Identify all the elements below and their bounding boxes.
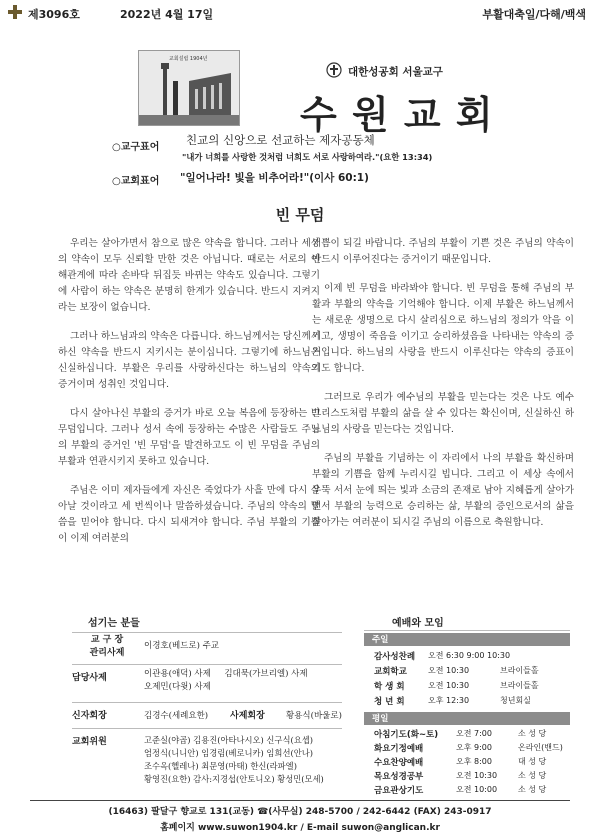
schedule-place: 온라인(밴드)	[518, 743, 563, 752]
divider	[72, 632, 342, 633]
worship-title: 예배와 모임	[392, 618, 444, 629]
footer-divider	[30, 800, 570, 801]
sunday-label: 주일	[372, 635, 389, 645]
servants-title: 섬기는 분들	[88, 618, 140, 629]
schedule-time: 오전 7:00	[456, 729, 492, 738]
footer-contact: 홈페이지 www.suwon1904.kr / E-mail suwon@anglican.kr	[160, 823, 440, 833]
schedule-place: 소 성 당	[518, 729, 547, 738]
issue-number: 제3096호	[28, 8, 80, 21]
servant-label: 신자회장	[72, 711, 107, 721]
schedule-row	[368, 728, 570, 741]
diocese-name: 대한성공회 서울교구	[348, 66, 443, 78]
article-paragraph: 이제 빈 무덤을 바라봐야 합니다. 빈 무덤을 통해 주님의 부활과 부활의 약속을 기억해야 합니다. 이제 부활은 하느님께서는 새로운 생명으로 다시 살리심으로 하느님의 정의가 악을 이기고, 생명이 죽음을 이기고 승리하셨음을 나타내는 약속의 증거입니다. 하느님의 사랑을 반드시 이루신다는 약속의 증표이기도 합니다.	[312, 283, 574, 374]
liturgical-season: 부활대축일/다해/백색	[482, 8, 586, 21]
article-right-column	[312, 236, 574, 544]
weekday-bar	[364, 712, 570, 725]
weekday-label: 평일	[372, 714, 389, 724]
divider	[72, 664, 342, 665]
schedule-row	[368, 680, 570, 693]
schedule-name: 감사성찬례	[374, 652, 416, 662]
schedule-place: 브라이들홀	[500, 681, 539, 690]
schedule-time: 오후 9:00	[456, 743, 492, 752]
photo-caption: 교회설립 1904년	[169, 56, 208, 62]
sunday-bar	[364, 633, 570, 646]
schedule-place: 소 성 당	[518, 771, 547, 780]
servant-value: 이관용(애덕) 사제 김대묵(가브리엘) 사제 오제민(다윗) 사제	[144, 669, 308, 692]
schedule-row	[368, 665, 570, 678]
schedule-place: 대 성 당	[518, 757, 547, 766]
schedule-row	[368, 756, 570, 769]
servant-label: 사제회장	[230, 711, 265, 721]
footer-address: (16463) 팔달구 향교로 131(교동) ☎(사무실) 248-5700 / 242-6442 (FAX) 243-0917	[108, 807, 492, 817]
servant-row	[72, 710, 340, 724]
article-title: 빈 무덤	[275, 206, 325, 224]
parish-motto-quote: "내가 너희를 사랑한 것처럼 너희도 서로 사랑하여라."(요한 13:34)	[182, 152, 433, 162]
schedule-row	[368, 770, 570, 783]
parish-motto-label: ○교구표어	[112, 142, 160, 153]
schedule-name: 금요관상기도	[374, 786, 424, 796]
schedule-name: 목요성경공부	[374, 772, 424, 782]
schedule-name: 청 년 회	[374, 697, 405, 707]
church-motto-quote: "일어나라! 빛을 비추어라!"(이사 60:1)	[180, 172, 369, 184]
cross-icon	[8, 4, 22, 18]
schedule-name: 화요기정예배	[374, 744, 424, 754]
servant-value: 이경호(베드로) 주교	[144, 641, 220, 651]
church-photo	[138, 50, 240, 126]
article-paragraph: 기쁨이 되길 바랍니다. 주님의 부활이 기쁜 것은 주님의 약속이 반드시 이루어진다는 증거이기 때문입니다.	[312, 238, 574, 265]
schedule-time: 오전 10:30	[456, 771, 498, 780]
schedule-name: 교회학교	[374, 667, 407, 677]
schedule-row	[368, 784, 570, 797]
schedule-row	[368, 650, 570, 663]
schedule-place: 소 성 당	[518, 785, 547, 794]
servant-value: 고준실(야곱) 김용진(아타나시오) 신구식(요셉) 엄정식(니니안) 임경림(베로니카) 임희선(안나) 조수옥(헬레나) 최문영(마태) 한신(라파엘) 황영진(요한) 감사:지경섭(안토니오) 황성민(모세)	[144, 735, 324, 784]
servant-row	[72, 668, 340, 696]
article-paragraph: 그러므로 우리가 예수님의 부활을 믿는다는 것은 나도 예수 그리스도처럼 부활의 삶을 살 수 있다는 확신이며, 신실하신 하느님의 사랑을 믿는다는 것입니다.	[312, 392, 574, 435]
schedule-time: 오전 10:30	[428, 681, 470, 690]
diocese-seal-icon	[326, 62, 342, 78]
schedule-time: 오전 10:00	[456, 785, 498, 794]
schedule-time: 오전 10:30	[428, 666, 470, 675]
article-paragraph: 다시 살아나신 부활의 증거가 바로 오늘 복음에 등장하는 빈 무덤입니다. 그러나 성서 속에 등장하는 수많은 사람들도 주님의 부활의 증거인 '빈 무덤'을 발견하고도 이 빈 무덤을 주님의 부활과 연관시키지 못하고 있습니다.	[58, 408, 320, 467]
divider	[72, 702, 342, 703]
servant-value: 김경수(세례요한)	[144, 711, 209, 721]
church-motto-label: ○교회표어	[112, 176, 160, 187]
divider	[72, 728, 342, 729]
servant-value: 황용식(바울로)	[286, 711, 342, 721]
issue-date: 2022년 4월 17일	[120, 8, 214, 21]
schedule-row	[368, 695, 570, 708]
schedule-time: 오후 8:00	[456, 757, 492, 766]
divider	[364, 630, 570, 631]
article-paragraph: 우리는 살아가면서 참으로 많은 약속을 합니다. 그러나 세상의 약속이 모두 신뢰할 만한 것은 아닙니다. 때로는 서로의 이해관계에 따라 손바닥 뒤집듯 바뀌는 약속도 있습니다. 그렇기에 사람이 하는 약속은 분명히 한계가 있습니다. 반드시 지켜지라는 보장이 없습니다.	[58, 238, 320, 313]
schedule-time: 오전 6:30 9:00 10:30	[428, 651, 511, 660]
article-left-column	[58, 236, 320, 560]
schedule-row	[368, 742, 570, 755]
church-name: 수 원 교 회	[300, 92, 494, 137]
schedule-place: 브라이들홀	[500, 666, 539, 675]
servant-row	[72, 634, 340, 660]
servant-row	[72, 734, 340, 790]
schedule-name: 학 생 회	[374, 682, 405, 692]
schedule-name: 수요찬양예배	[374, 758, 424, 768]
servant-label: 담당사제	[72, 673, 107, 683]
article-paragraph: 주님은 이미 제자들에게 자신은 죽었다가 사흘 만에 다시 살아날 것이라고 세 번씩이나 말씀하셨습니다. 주님의 약속의 말씀을 믿어야 합니다. 다시 되새겨야 합니다. 주님 부활의 기쁨이 이제 여러분의	[58, 485, 320, 544]
schedule-time: 오후 12:30	[428, 696, 470, 705]
schedule-place: 청년회실	[500, 696, 531, 705]
servant-label: 교회위원	[72, 737, 107, 747]
article-paragraph: 그러나 하느님과의 약속은 다릅니다. 하느님께서는 당신께서 하신 약속을 반드시 지키시는 분이십니다. 그렇기에 하느님은 신실하십니다. 부활은 우리를 사랑하신다는 하느님의 약속의 증거이며 성취인 것입니다.	[58, 331, 320, 390]
article-paragraph: 주님의 부활을 기념하는 이 자리에서 나의 부활을 확신하며 부활의 기쁨을 함께 누리시길 빕니다. 그리고 이 세상 속에서 우뚝 서서 눈에 띄는 빛과 소금의 존재로 남아 지혜롭게 살아가면서 부활의 능력으로 승리하는 삶, 부활의 증인으로서의 삶을 살아가는 여러분이 되시길 주님의 이름으로 축원합니다.	[312, 453, 574, 528]
schedule-name: 아침기도(화~토)	[374, 730, 439, 740]
parish-motto: 친교의 신앙으로 선교하는 제자공동체	[186, 133, 375, 147]
servant-label: 교 구 장 관리사제	[89, 635, 125, 658]
